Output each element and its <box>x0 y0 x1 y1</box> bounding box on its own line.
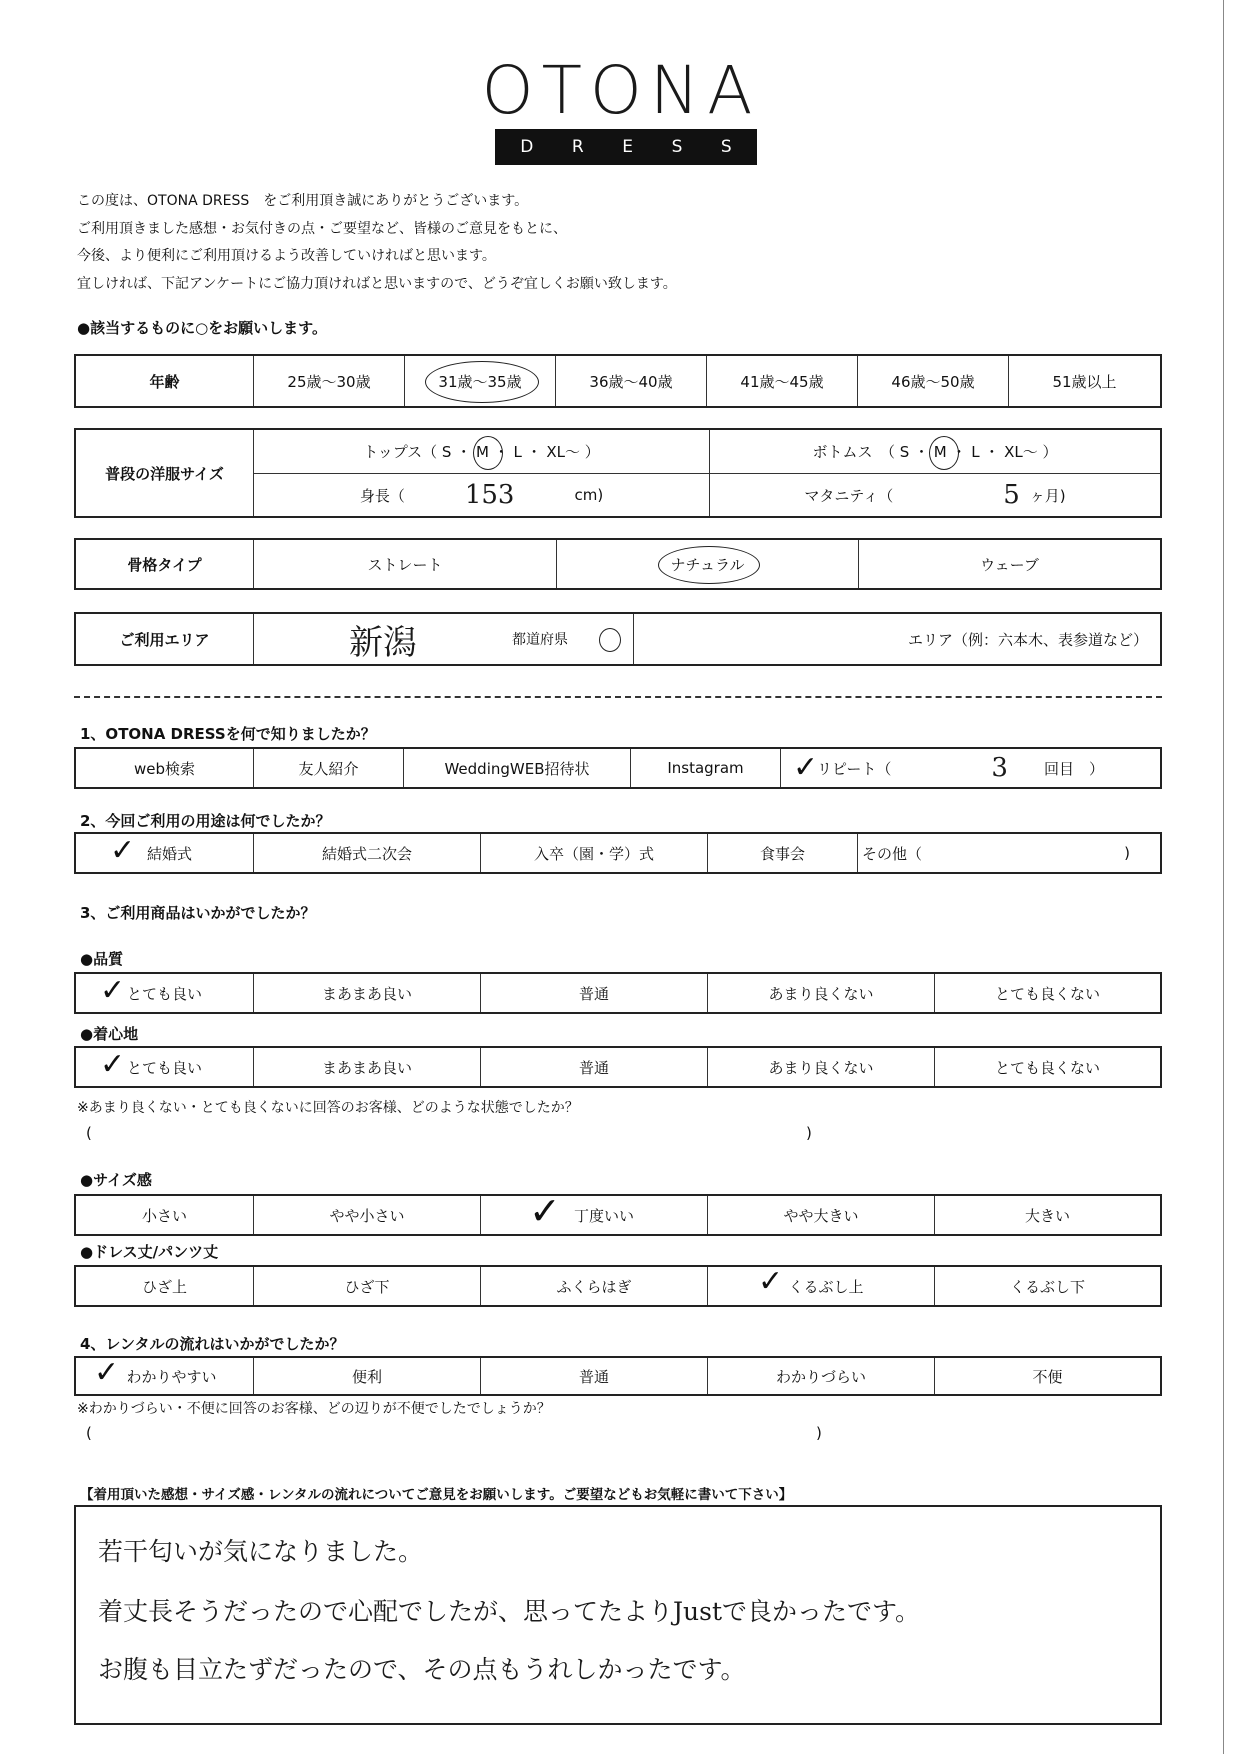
area-label: ご利用エリア <box>119 630 210 649</box>
q1-option[interactable]: 友人紹介 <box>253 749 403 787</box>
q1-option-repeat[interactable]: ✓ リピート（ 3 回目 ） <box>780 749 1160 787</box>
size-feel-option[interactable]: やや大きい <box>707 1196 934 1234</box>
area-field[interactable]: エリア（例：六本木、表参道など） <box>633 614 1160 664</box>
selection-circle <box>473 436 503 470</box>
length-option[interactable]: くるぶし下 <box>934 1267 1160 1305</box>
q4-option[interactable]: わかりづらい <box>707 1358 934 1394</box>
tops-size[interactable]: トップス（ S ・ M ・ L ・ XL～ ） <box>254 430 709 473</box>
prefecture-field[interactable]: 新潟 都道府県 <box>253 614 633 664</box>
bottoms-size[interactable]: ボトムス （ S ・ M ・ L ・ XL～ ） <box>709 430 1160 473</box>
age-option[interactable]: 51歳以上 <box>1008 356 1160 406</box>
q4-title: 4、レンタルの流れはいかがでしたか？ <box>80 1335 345 1353</box>
size-feel-option[interactable]: やや小さい <box>253 1196 480 1234</box>
area-row <box>74 612 1162 666</box>
age-option[interactable]: 41歳～45歳 <box>706 356 857 406</box>
comment-line: お腹も目立たずだったので、その点もうれしかったです。 <box>98 1655 746 1684</box>
q2-option[interactable]: 結婚式二次会 <box>253 834 480 872</box>
q1-option[interactable]: Instagram <box>630 749 780 787</box>
comfort-option-selected[interactable]: ✓ とても良い <box>100 1047 202 1082</box>
size-row <box>74 428 1162 518</box>
age-option[interactable]: 46歳～50歳 <box>857 356 1008 406</box>
body-type-row <box>74 538 1162 590</box>
q4-row <box>74 1356 1162 1396</box>
q4-option[interactable]: 便利 <box>253 1358 480 1394</box>
age-option-selected[interactable]: 31歳～35歳 <box>404 356 555 406</box>
check-mark: ✓ <box>110 833 136 868</box>
q3-title: 3、ご利用商品はいかがでしたか？ <box>80 904 316 922</box>
close-paren: ) <box>816 1424 822 1442</box>
quality-option[interactable]: 普通 <box>480 974 707 1012</box>
check-mark: ✓ <box>529 1189 561 1233</box>
age-option[interactable]: 36歳～40歳 <box>555 356 706 406</box>
q1-option[interactable]: web検索 <box>133 759 196 778</box>
logo-dress: D R E S S <box>495 129 757 165</box>
selection-circle <box>929 436 959 470</box>
instruction: ●該当するものに○をお願いします。 <box>77 319 327 337</box>
q4-option[interactable]: 不便 <box>934 1358 1160 1394</box>
selection-circle <box>599 628 621 652</box>
q4-option-selected[interactable]: ✓ わかりやすい <box>94 1355 217 1390</box>
size-feel-option-selected[interactable]: ✓ 丁度いい <box>480 1196 707 1234</box>
q2-option[interactable]: 入卒（園・学）式 <box>480 834 707 872</box>
bad-note: ※あまり良くない・とても良くないに回答のお客様、どのような状態でしたか？ <box>77 1100 579 1116</box>
q1-row <box>74 747 1162 789</box>
quality-label: ●品質 <box>80 950 124 968</box>
size-feel-label: ●サイズ感 <box>80 1171 152 1189</box>
q2-title: 2、今回ご利用の用途は何でしたか？ <box>80 812 331 830</box>
length-label: ●ドレス丈/パンツ丈 <box>80 1243 219 1261</box>
size-feel-option[interactable]: 小さい <box>141 1206 187 1225</box>
height-field[interactable]: 身長（ 153 cm) <box>359 480 604 511</box>
comment-line: 着丈長そうだったので心配でしたが、思ってたよりJustで良かったです。 <box>98 1597 921 1626</box>
length-option[interactable]: ひざ上 <box>141 1277 187 1296</box>
selection-circle <box>425 361 539 403</box>
comment-title: 【着用頂いた感想・サイズ感・レンタルの流れについてご意見をお願いします。ご要望などもお気軽に書いて下さい】 <box>80 1487 793 1503</box>
body-type-option[interactable]: ウェーブ <box>858 540 1160 588</box>
comfort-option[interactable]: まあまあ良い <box>253 1048 480 1086</box>
open-paren: ( <box>86 1424 92 1442</box>
comment-box[interactable] <box>74 1505 1162 1725</box>
size-feel-row <box>74 1189 1162 1236</box>
comfort-option[interactable]: とても良くない <box>934 1048 1160 1086</box>
intro-text: この度は、OTONA DRESS をご利用頂き誠にありがとうございます。 ご利用頂きました感想・お気付きの点・ご要望など、皆様のご意見をもとに、 今後、より便利にご利用頂けるよう改善していければと思います。 宜しければ、下記アンケートにご協力頂ければと思いますので、どうぞ宜しくお願い致します。 <box>77 193 677 292</box>
section-divider <box>74 696 1162 698</box>
check-mark: ✓ <box>100 1047 126 1082</box>
open-paren: ( <box>86 1124 92 1142</box>
logo-otona: OTONA <box>481 52 761 129</box>
q1-title: 1、OTONA DRESSを何で知りましたか？ <box>80 725 376 743</box>
comment-line: 若干匂いが気になりました。 <box>98 1537 424 1566</box>
length-row <box>74 1265 1162 1307</box>
length-option[interactable]: ふくらはぎ <box>480 1267 707 1305</box>
selection-circle <box>658 546 760 584</box>
check-mark: ✓ <box>793 750 819 785</box>
q4-option[interactable]: 普通 <box>480 1358 707 1394</box>
q2-option-selected[interactable]: ✓ 結婚式 <box>110 833 192 868</box>
check-mark: ✓ <box>758 1264 784 1299</box>
q4-note: ※わかりづらい・不便に回答のお客様、どの辺りが不便でしたでしょうか？ <box>77 1401 551 1417</box>
check-mark: ✓ <box>94 1355 120 1390</box>
body-type-label: 骨格タイプ <box>127 555 202 574</box>
q2-option-other[interactable]: その他（ ) <box>857 834 1160 872</box>
body-type-option-selected[interactable]: ナチュラル <box>556 540 858 588</box>
age-option[interactable]: 25歳～30歳 <box>253 356 404 406</box>
maternity-field[interactable]: マタニティ（ 5 ヶ月) <box>709 474 1160 516</box>
age-row <box>74 354 1162 408</box>
length-option-selected[interactable]: ✓ くるぶし上 <box>707 1267 934 1305</box>
age-label: 年齢 <box>149 372 180 391</box>
q2-row <box>74 832 1162 874</box>
quality-row <box>74 972 1162 1014</box>
q1-option[interactable]: WeddingWEB招待状 <box>403 749 630 787</box>
comfort-option[interactable]: 普通 <box>480 1048 707 1086</box>
q2-option[interactable]: 食事会 <box>707 834 857 872</box>
comfort-option[interactable]: あまり良くない <box>707 1048 934 1086</box>
check-mark: ✓ <box>100 973 126 1008</box>
comfort-row <box>74 1046 1162 1088</box>
quality-option-selected[interactable]: ✓ とても良い <box>100 973 202 1008</box>
close-paren: ) <box>806 1124 812 1142</box>
body-type-option[interactable]: ストレート <box>253 540 556 588</box>
length-option[interactable]: ひざ下 <box>253 1267 480 1305</box>
quality-option[interactable]: あまり良くない <box>707 974 934 1012</box>
quality-option[interactable]: とても良くない <box>934 974 1160 1012</box>
size-label: 普段の洋服サイズ <box>105 464 224 483</box>
comfort-label: ●着心地 <box>80 1025 139 1043</box>
size-feel-option[interactable]: 大きい <box>934 1196 1160 1234</box>
page-edge-line <box>1223 0 1224 1754</box>
quality-option[interactable]: まあまあ良い <box>253 974 480 1012</box>
